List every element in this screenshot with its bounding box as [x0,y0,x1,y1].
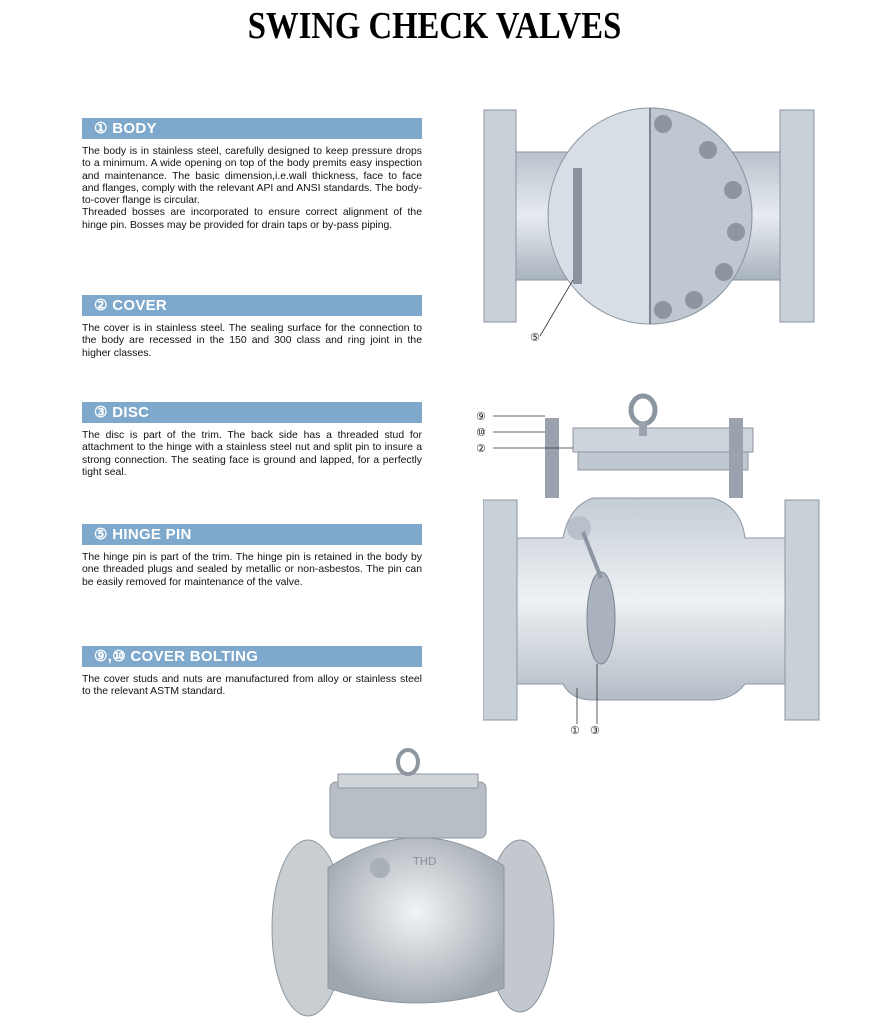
section-body [82,118,422,232]
section-cover [82,295,422,360]
section-heading: ② COVER [82,295,422,316]
body-marking: THD [413,855,437,868]
paragraph: The cover is in stainless steel. The sealing surface for the connection to the body are recessed in the 150 and 300 class and ring joint in the higher classes. [82,323,422,359]
callout-3: ③ [590,724,600,737]
callout-hinge-pin: ⑤ [530,331,540,344]
section-heading: ① BODY [82,118,422,139]
callout-9: ⑨ [476,410,486,423]
section-heading: ⑤ HINGE PIN [82,524,422,545]
paragraph: The body is in stainless steel, carefully designed to keep pressure drops to a minimum. A wide opening on top of the body premits easy inspection and maintenance. The basic dimension,i.e.wall thickness, face to face and flanges, comply with the relevant API and ANSI standards. The body-to-cover flange is circular. [82,146,422,207]
page-title: SWING CHECK VALVES [247,5,622,47]
section-text [82,430,422,479]
paragraph: The cover studs and nuts are manufactured from alloy or stainless steel to the relevant ASTM standard. [82,674,422,698]
section-text [82,674,422,699]
section-text [82,146,422,232]
valve-section-illustration [483,388,823,733]
section-disc [82,402,422,479]
callout-10: ⑩ [476,426,486,439]
section-heading: ⑨,⑩ COVER BOLTING [82,646,422,667]
section-heading: ③ DISC [82,402,422,423]
callout-1: ① [570,724,580,737]
paragraph: Threaded bosses are incorporated to ensure correct alignment of the hinge pin. Bosses may be provided for drain taps or by-pass piping. [82,207,422,231]
section-text [82,323,422,360]
section-cover-bolting [82,646,422,699]
section-hinge-pin [82,524,422,589]
callout-2: ② [476,442,486,455]
valve-photo-illustration [268,748,568,1018]
valve-top-cutaway-illustration [480,100,820,340]
paragraph: The disc is part of the trim. The back side has a threaded stud for attachment to the hinge with a stainless steel nut and split pin to insure a strong connection. The seating face is ground and lapped, for a perfectly tight seal. [82,430,422,478]
paragraph: The hinge pin is part of the trim. The hinge pin is retained in the body by one threaded plugs and sealed by metallic or non-asbestos. The pin can be easily removed for maintenance of the valve. [82,552,422,588]
section-text [82,552,422,589]
